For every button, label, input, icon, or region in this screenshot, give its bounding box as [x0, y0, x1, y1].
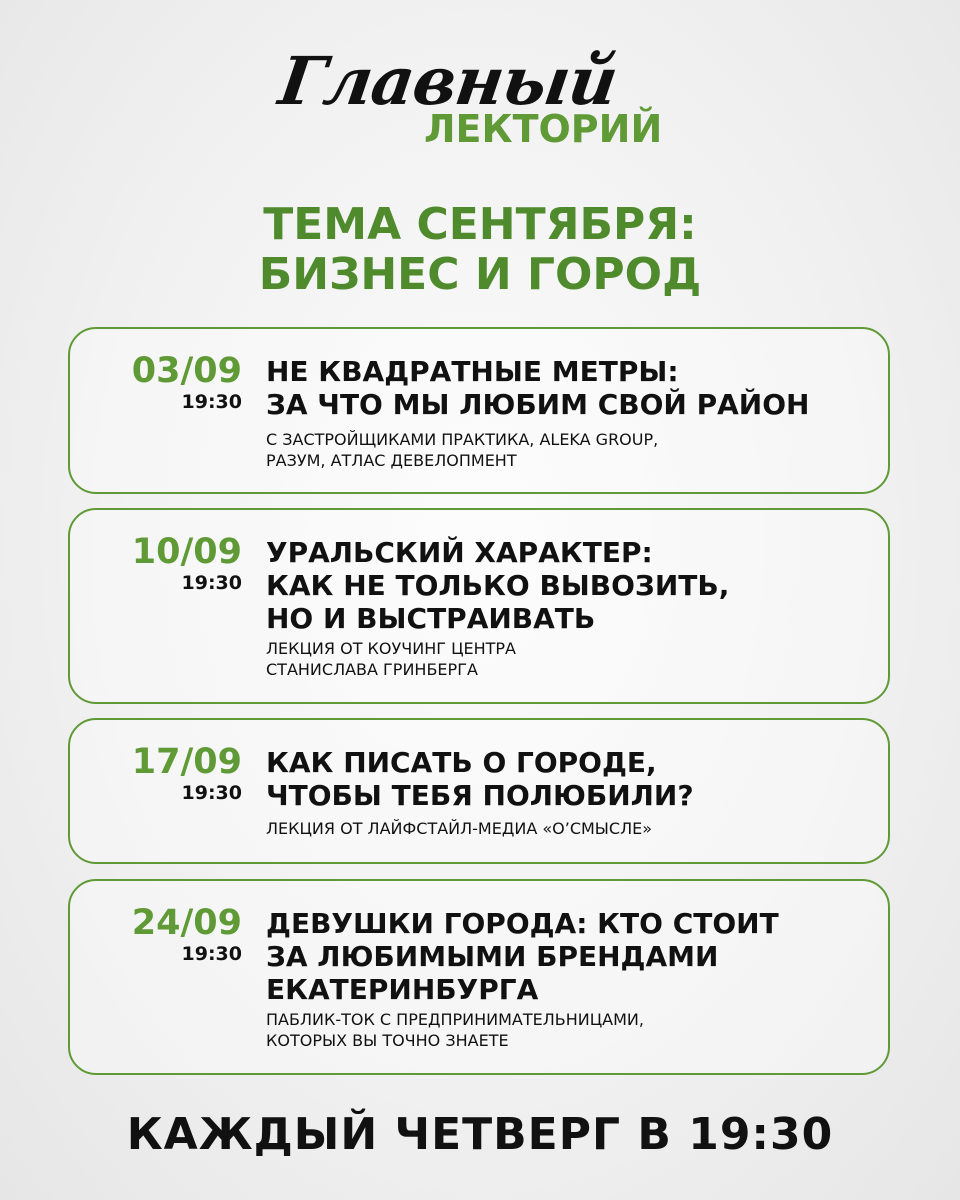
event-description-line: ПАБЛИК-ТОК С ПРЕДПРИНИМАТЕЛЬНИЦАМИ, [266, 1010, 644, 1029]
event-date: 10/09 [131, 532, 242, 572]
event-description [266, 638, 876, 680]
event-time: 19:30 [181, 572, 242, 594]
event-title-line: НО И ВЫСТРАИВАТЬ [266, 602, 596, 635]
event-time: 19:30 [181, 782, 242, 804]
event-title-line: КАК НЕ ТОЛЬКО ВЫВОЗИТЬ, [266, 569, 730, 602]
event-time: 19:30 [181, 391, 242, 413]
event-title-line: УРАЛЬСКИЙ ХАРАКТЕР: [266, 536, 653, 569]
event-title-line: ЗА ЛЮБИМЫМИ БРЕНДАМИ [266, 940, 719, 973]
event-description-line: ЛЕКЦИЯ ОТ ЛАЙФСТАЙЛ-МЕДИА «О’СМЫСЛЕ» [266, 819, 653, 838]
event-title-line: ДЕВУШКИ ГОРОДА: КТО СТОИТ [266, 907, 779, 940]
event-title-line: ЧТОБЫ ТЕБЯ ПОЛЮБИЛИ? [266, 779, 694, 812]
lectorium-logo [0, 40, 960, 160]
month-theme-heading [0, 200, 960, 300]
event-title [266, 355, 876, 421]
schedule-footer: КАЖДЫЙ ЧЕТВЕРГ В 19:30 [126, 1109, 834, 1160]
event-title [266, 536, 876, 635]
event-description-line: ЛЕКЦИЯ ОТ КОУЧИНГ ЦЕНТРА [266, 639, 516, 658]
event-description [266, 1009, 876, 1051]
event-time: 19:30 [181, 943, 242, 965]
event-title-line: ЗА ЧТО МЫ ЛЮБИМ СВОЙ РАЙОН [266, 388, 810, 421]
event-title [266, 746, 876, 812]
event-description-line: С ЗАСТРОЙЩИКАМИ ПРАКТИКА, ALEKA GROUP, [266, 430, 659, 449]
event-date: 03/09 [131, 351, 242, 391]
event-title-line: НЕ КВАДРАТНЫЕ МЕТРЫ: [266, 355, 679, 388]
event-card [68, 718, 890, 864]
event-card [68, 879, 890, 1075]
event-title-line: КАК ПИСАТЬ О ГОРОДЕ, [266, 746, 657, 779]
event-description [266, 818, 876, 839]
theme-line-2: БИЗНЕС И ГОРОД [258, 249, 702, 300]
event-title-line: ЕКАТЕРИНБУРГА [266, 973, 539, 1006]
event-description-line: РАЗУМ, АТЛАС ДЕВЕЛОПМЕНТ [266, 451, 517, 470]
event-card [68, 327, 890, 494]
logo-script-word: Главный [274, 42, 622, 120]
event-description [266, 429, 876, 471]
event-description-line: КОТОРЫХ ВЫ ТОЧНО ЗНАЕТЕ [266, 1031, 509, 1050]
event-date: 17/09 [131, 742, 242, 782]
event-date: 24/09 [131, 903, 242, 943]
logo-subtitle: ЛЕКТОРИЙ [424, 107, 663, 151]
event-title [266, 907, 876, 1006]
event-card [68, 508, 890, 704]
event-description-line: СТАНИСЛАВА ГРИНБЕРГА [266, 660, 478, 679]
theme-line-1: ТЕМА СЕНТЯБРЯ: [263, 199, 697, 250]
